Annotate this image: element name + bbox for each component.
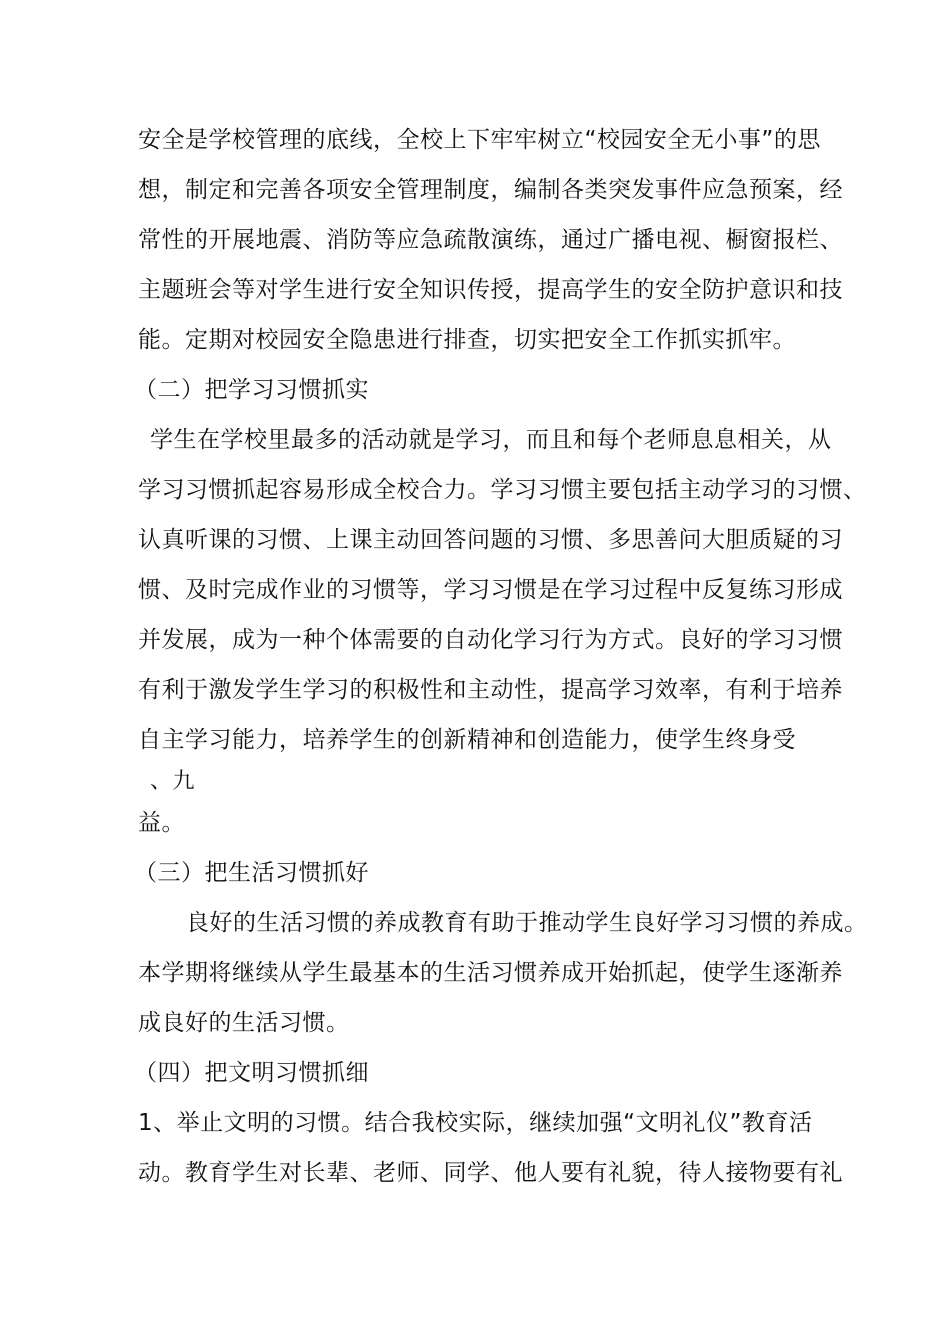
paragraph-line: 常性的开展地震、消防等应急疏散演练，通过广播电视、橱窗报栏、 (138, 227, 843, 253)
paragraph-line: 成良好的生活习惯。 (138, 1010, 350, 1036)
paragraph-line: 本学期将继续从学生最基本的生活习惯养成开始抓起，使学生逐渐养 (138, 960, 843, 986)
section-heading: （二）把学习习惯抓实 (134, 377, 369, 403)
paragraph-line: 1、举止文明的习惯。结合我校实际，继续加强“文明礼仪”教育活 (138, 1110, 813, 1136)
paragraph-line: 益。 (138, 810, 185, 836)
paragraph-line: 能。定期对校园安全隐患进行排查，切实把安全工作抓实抓牢。 (138, 327, 796, 353)
stray-fragment: 、九 (150, 769, 196, 794)
paragraph-line: 安全是学校管理的底线，全校上下牢牢树立“校园安全无小事”的思 (138, 127, 821, 153)
paragraph-line: 主题班会等对学生进行安全知识传授，提高学生的安全防护意识和技 (138, 277, 843, 303)
section-heading: （四）把文明习惯抓细 (134, 1060, 369, 1086)
paragraph-line: 认真听课的习惯、上课主动回答问题的习惯、多思善问大胆质疑的习 (138, 527, 843, 553)
section-heading: （三）把生活习惯抓好 (134, 860, 369, 886)
paragraph-line: 学习习惯抓起容易形成全校合力。学习习惯主要包括主动学习的习惯、 (138, 477, 867, 503)
paragraph-line: 惯、及时完成作业的习惯等，学习习惯是在学习过程中反复练习形成 (138, 577, 843, 603)
paragraph-line: 有利于激发学生学习的积极性和主动性，提高学习效率，有利于培养 (138, 677, 843, 703)
paragraph-line: 并发展，成为一种个体需要的自动化学习行为方式。良好的学习习惯 (138, 627, 843, 653)
paragraph-line: 动。教育学生对长辈、老师、同学、他人要有礼貌，待人接物要有礼 (138, 1160, 843, 1186)
paragraph-line: 想，制定和完善各项安全管理制度，编制各类突发事件应急预案，经 (138, 177, 843, 203)
paragraph-line: 自主学习能力，培养学生的创新精神和创造能力，使学生终身受 (138, 727, 796, 753)
paragraph-line: 良好的生活习惯的养成教育有助于推动学生良好学习习惯的养成。 (186, 910, 868, 936)
paragraph-line: 学生在学校里最多的活动就是学习，而且和每个老师息息相关，从 (150, 427, 832, 453)
